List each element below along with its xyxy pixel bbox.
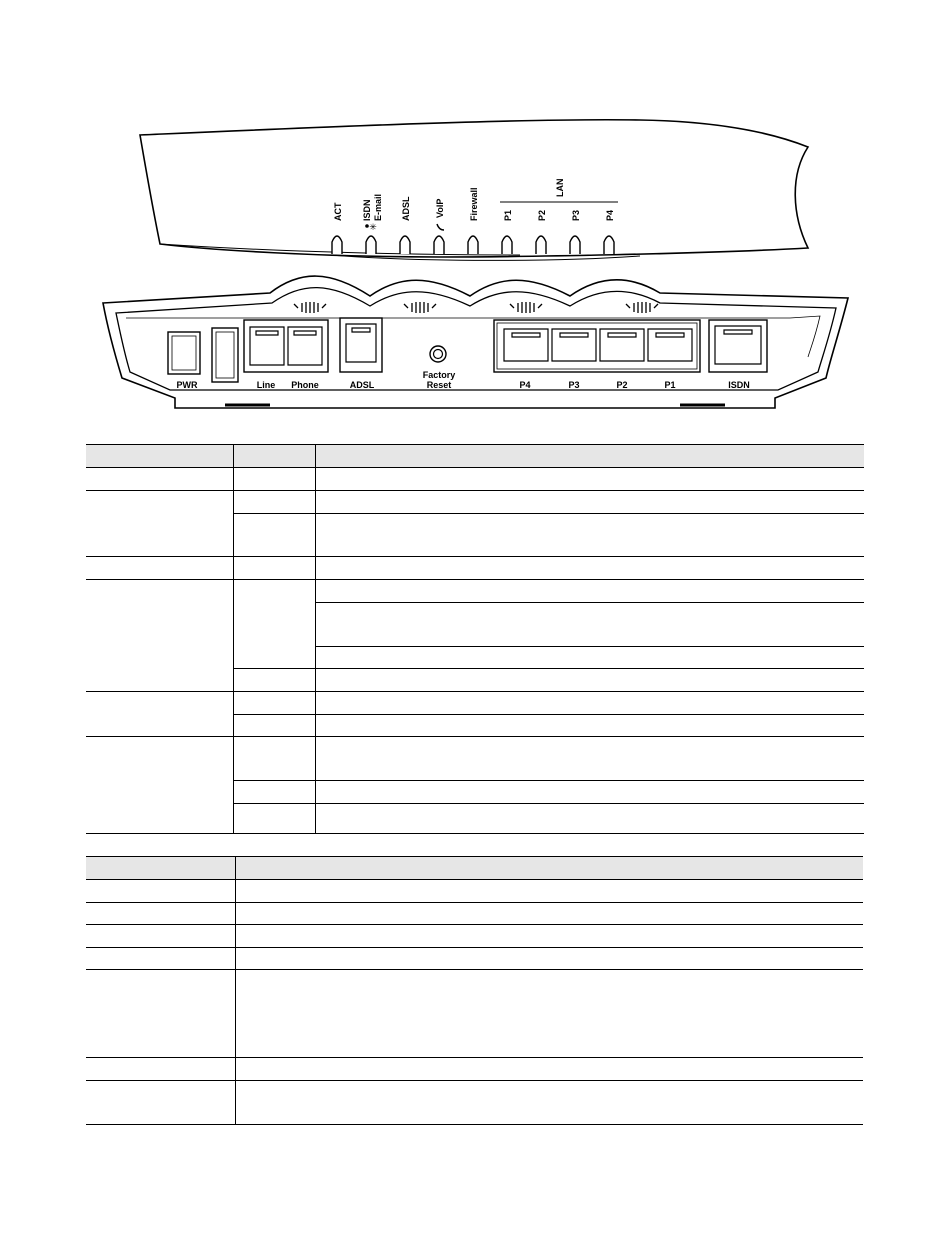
lan-port-p1 [648, 329, 692, 361]
rear-label-factory: Factory [422, 370, 456, 380]
table-row [86, 580, 864, 603]
table-row [86, 970, 863, 1058]
front-leds [332, 236, 614, 254]
table-header-cell [315, 445, 864, 468]
table-row [86, 692, 864, 715]
led-status-table [86, 444, 864, 834]
led-label-p4: P4 [605, 209, 615, 221]
led-lan-p1 [502, 236, 512, 254]
lan-port-block [494, 320, 700, 372]
lan-port-p2 [600, 329, 644, 361]
led-label-voip: VoIP [435, 198, 445, 218]
table-row [86, 925, 863, 948]
led-lan-p2 [536, 236, 546, 254]
lan-group-label: LAN [555, 178, 565, 197]
rear-label-line: Line [256, 380, 276, 390]
rear-label-p1: P1 [664, 380, 676, 390]
rear-label-p2: P2 [616, 380, 628, 390]
table-row [86, 1081, 863, 1125]
email-blink-icon: ✳ [369, 223, 377, 233]
led-lan-p4 [604, 236, 614, 254]
table-header-cell [86, 445, 233, 468]
adsl-port [346, 324, 376, 362]
line-phone-port-block [244, 320, 328, 372]
led-voip [434, 236, 444, 254]
led-label-p1: P1 [503, 209, 513, 221]
phone-port [288, 327, 322, 365]
lan-port-p3 [552, 329, 596, 361]
table-row [86, 737, 864, 781]
table-row [86, 880, 863, 903]
table-header-cell [235, 857, 863, 880]
power-jack [168, 332, 200, 374]
rear-label-reset: Reset [426, 380, 452, 390]
line-port [250, 327, 284, 365]
led-act [332, 236, 342, 254]
led-label-act: ACT [333, 202, 343, 221]
table-header-cell [86, 857, 235, 880]
table-header-row [86, 857, 863, 880]
table-row [86, 948, 863, 970]
factory-reset-button[interactable] [430, 346, 446, 362]
table-row [86, 903, 863, 925]
rear-label-p4: P4 [519, 380, 531, 390]
led-firewall [468, 236, 478, 254]
table-header-row [86, 445, 864, 468]
led-label-isdn: ISDN [362, 199, 372, 221]
port-description-table [86, 856, 863, 1125]
rear-label-p3: P3 [568, 380, 580, 390]
vent-grilles [294, 302, 658, 313]
rear-label-pwr: PWR [176, 380, 198, 390]
rear-label-isdn: ISDN [728, 380, 750, 390]
table-row [86, 491, 864, 514]
led-label-email: E-mail [373, 193, 383, 221]
led-isdn-email [366, 236, 376, 254]
led-lan-p3 [570, 236, 580, 254]
table-row [86, 1058, 863, 1081]
table-header-cell [233, 445, 315, 468]
led-adsl [400, 236, 410, 254]
table-row [86, 557, 864, 580]
rear-label-phone: Phone [291, 380, 319, 390]
isdn-port [715, 326, 761, 364]
led-label-p3: P3 [571, 209, 581, 221]
led-label-adsl: ADSL [401, 196, 411, 221]
table-row [86, 468, 864, 491]
rear-label-adsl: ADSL [349, 380, 375, 390]
phone-icon [437, 224, 444, 230]
led-label-firewall: Firewall [469, 187, 479, 221]
lan-port-p4 [504, 329, 548, 361]
router-illustration [0, 0, 950, 430]
led-label-p2: P2 [537, 209, 547, 221]
